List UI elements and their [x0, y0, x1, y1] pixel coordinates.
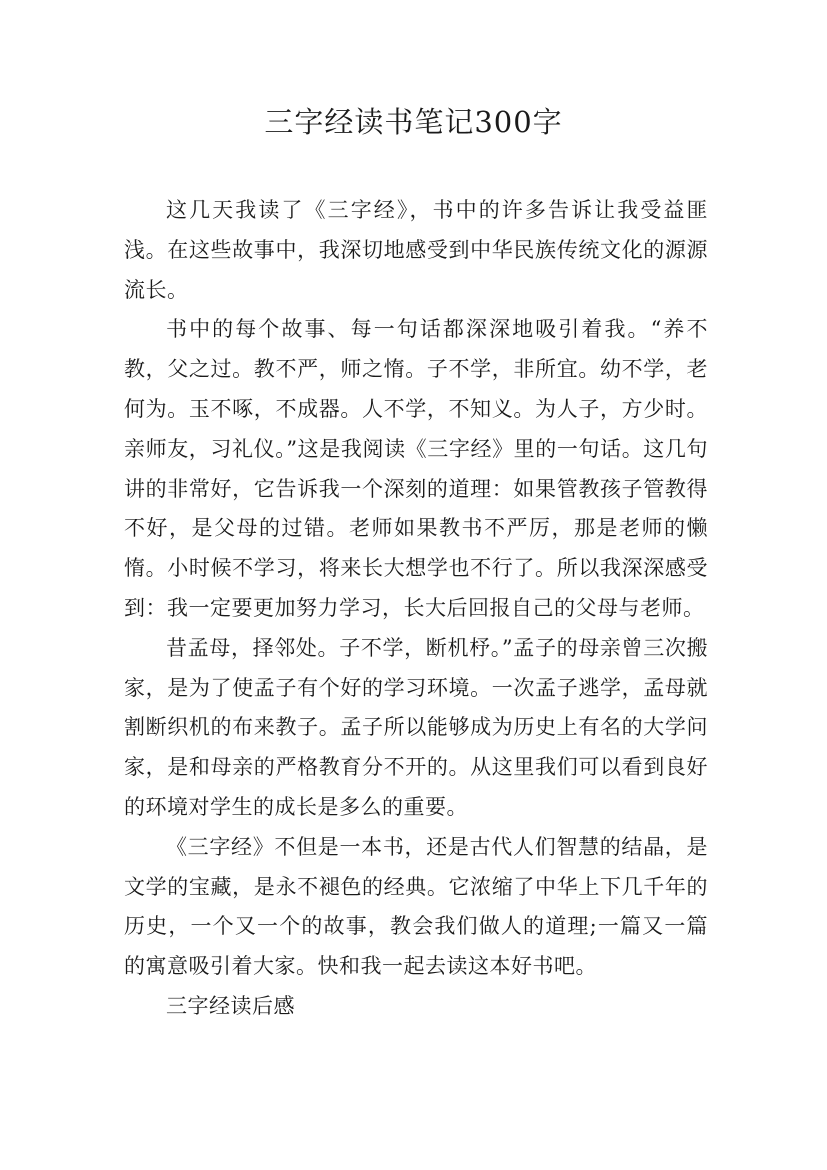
paragraph-next-heading: 三字经读后感	[166, 993, 295, 1018]
page-title: 三字经读书笔记300字	[264, 105, 563, 139]
paragraph-quote-discussion: 书中的每个故事、每一句话都深深地吸引着我。“养不教，父之过。教不严，师之惰。子不学，非所宜。幼不学，老何为。玉不啄，不成器。人不学，不知义。为人子，方少时。亲师友，习礼仪。”这是我阅读《三字经》里的一句话。这几句讲的非常好，它告诉我一个深刻的道理：如果管教孩子管教得不好，是父母的过错。老师如果教书不严厉，那是老师的懒惰。小时候不学习，将来长大想学也不行了。所以我深深感受到：我一定要更加努力学习，长大后回报自己的父母与老师。	[124, 317, 708, 620]
paragraph-mencius-mother: 昔孟母，择邻处。子不学，断机杼。”孟子的母亲曾三次搬家，是为了使孟子有个好的学习环境。一次孟子逃学，孟母就割断织机的布来教子。孟子所以能够成为历史上有名的大学问家，是和母亲的严格教育分不开的。从这里我们可以看到良好的环境对学生的成长是多么的重要。	[124, 635, 708, 819]
document-body	[124, 191, 708, 1027]
paragraph-intro: 这几天我读了《三字经》，书中的许多告诉让我受益匪浅。在这些故事中，我深切地感受到中华民族传统文化的源源流长。	[124, 198, 708, 302]
paragraph-conclusion: 《三字经》不但是一本书，还是古代人们智慧的结晶，是文学的宝藏，是永不褪色的经典。它浓缩了中华上下几千年的历史，一个又一个的故事，教会我们做人的道理;一篇又一篇的寓意吸引着大家。快和我一起去读这本好书吧。	[124, 834, 708, 979]
